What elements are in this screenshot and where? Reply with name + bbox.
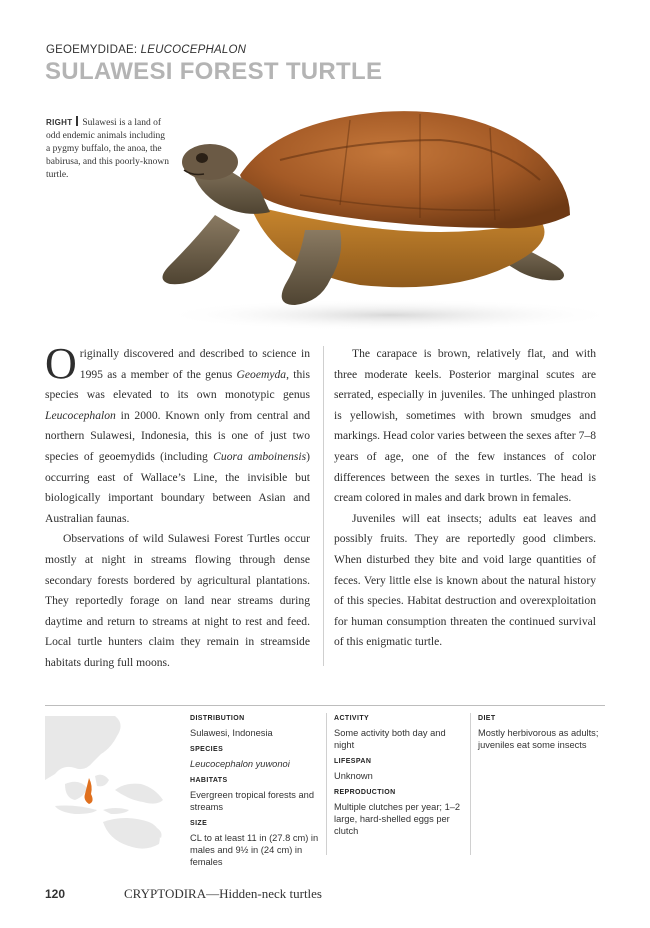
running-head: CRYPTODIRA—Hidden-neck turtles <box>124 886 322 901</box>
activity-value: Some activity both day and night <box>334 728 446 750</box>
caption-text: Sulawesi is a land of odd endemic animals including a pygmy buffalo, the anoa, the babirusa, and this poorly-known turtle. <box>46 118 169 180</box>
factbox-divider <box>470 713 471 855</box>
distribution-label: DISTRIBUTION <box>190 715 245 722</box>
column-divider <box>323 346 324 666</box>
paragraph: The carapace is brown, relatively flat, and with three moderate keels. Posterior marginal scutes are serrated, especially in juveniles. The unhinged plastron is yellowish, sometimes with brown smudges and markings. Head color varies between the sexes after 7–8 years of age, one of the few instances of color differences between the sexes in turtles. The head is cream colored in males and dark brown in females. <box>334 347 596 505</box>
page-number: 120 <box>45 887 66 901</box>
lifespan-value: Unknown <box>334 771 373 781</box>
factbox-rule <box>45 705 605 706</box>
reproduction-value: Multiple clutches per year; 1–2 large, hard-shelled eggs per clutch <box>334 802 461 836</box>
species-value: Leucocephalon yuwonoi <box>190 759 290 769</box>
species-label: SPECIES <box>190 746 224 753</box>
turtle-photo <box>100 100 600 335</box>
caption-separator <box>76 116 78 126</box>
lifespan-label: LIFESPAN <box>334 758 372 765</box>
factbox-divider <box>326 713 327 855</box>
habitats-value: Evergreen tropical forests and streams <box>190 790 315 812</box>
drop-cap: O <box>45 339 77 388</box>
activity-label: ACTIVITY <box>334 715 370 722</box>
paragraph: Observations of wild Sulawesi Forest Turtles occur mostly at night in streams flowing through dense secondary forests bordered by agricultural plantations. They reportedly forage on land near streams during daytime and return to streams at night to rest and feed. Local turtle hunters claim they remain in streamside habitats during full moons. <box>45 532 310 669</box>
distribution-map <box>45 714 175 854</box>
habitats-label: HABITATS <box>190 777 228 784</box>
size-label: SIZE <box>190 820 208 827</box>
paragraph: Originally discovered and described to science in 1995 as a member of the genus Geoemyda, this species was elevated to its own monotypic genus Leucocephalon in 2000. Known only from central and northern Sulawesi, Indonesia, this is one of just two species of geoemydids (including Cuora amboinensis) occurring east of Wallace’s Line, the invisible but biologically important boundary between Asian and Australian faunas. <box>45 339 310 525</box>
factbox-column-1 <box>190 713 322 868</box>
caption-label: RIGHT <box>46 118 73 127</box>
diet-value: Mostly herbivorous as adults; juveniles eat some insects <box>478 728 599 750</box>
diet-label: DIET <box>478 715 496 722</box>
reproduction-label: REPRODUCTION <box>334 789 396 796</box>
page-title: SULAWESI FOREST TURTLE <box>45 58 383 85</box>
body-column-right <box>334 344 596 653</box>
paragraph: Juveniles will eat insects; adults eat leaves and possibly fruits. They are reportedly good climbers. When disturbed they bite and void large quantities of feces. Very little else is known about the natural history of this species. Habitat destruction and overexploitation for human consumption threaten the continued survival of this enigmatic turtle. <box>334 511 596 649</box>
genus-name: LEUCOCEPHALON <box>140 44 247 56</box>
family-heading <box>46 44 246 56</box>
size-value: CL to at least 11 in (27.8 cm) in males and 9½ in (24 cm) in females <box>190 833 319 867</box>
factbox-column-3 <box>478 713 608 751</box>
distribution-value: Sulawesi, Indonesia <box>190 728 273 738</box>
factbox-column-2 <box>334 713 466 837</box>
family-name: GEOEMYDIDAE: <box>46 44 138 56</box>
body-column-left <box>45 339 310 674</box>
